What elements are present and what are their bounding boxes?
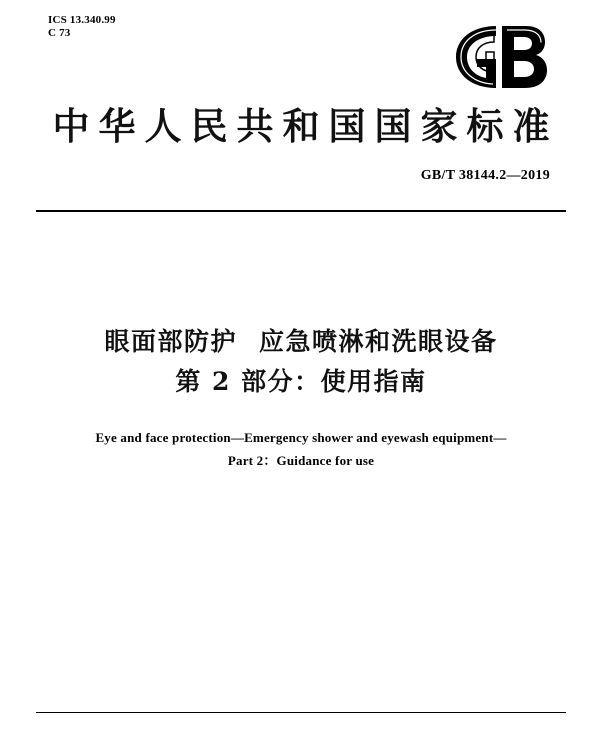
divider-bottom [36,712,566,713]
title-cn-part2: 应急喷淋和洗眼设备 [259,327,498,356]
title-en-line2: Part 2：Guidance for use [227,453,375,468]
page-title: 中华人民共和国国家标准 [52,104,559,148]
ics-code: ICS 13.340.99 [48,14,116,26]
title-cn-part1: 眼面部防护 [104,327,237,356]
classification-code: C 73 [48,27,71,39]
title-en [0,426,602,472]
gb-emblem-icon [446,24,550,90]
ics-block [48,14,116,40]
title-cn-line2: 第 2 部分：使用指南 [175,367,427,396]
divider-top [36,210,566,212]
title-cn-line1 [0,322,602,362]
standard-number: GB/T 38144.2—2019 [420,168,550,183]
title-block [0,322,602,472]
title-en-line1: Eye and face protection—Emergency shower and eyewash equipment— [95,430,507,445]
